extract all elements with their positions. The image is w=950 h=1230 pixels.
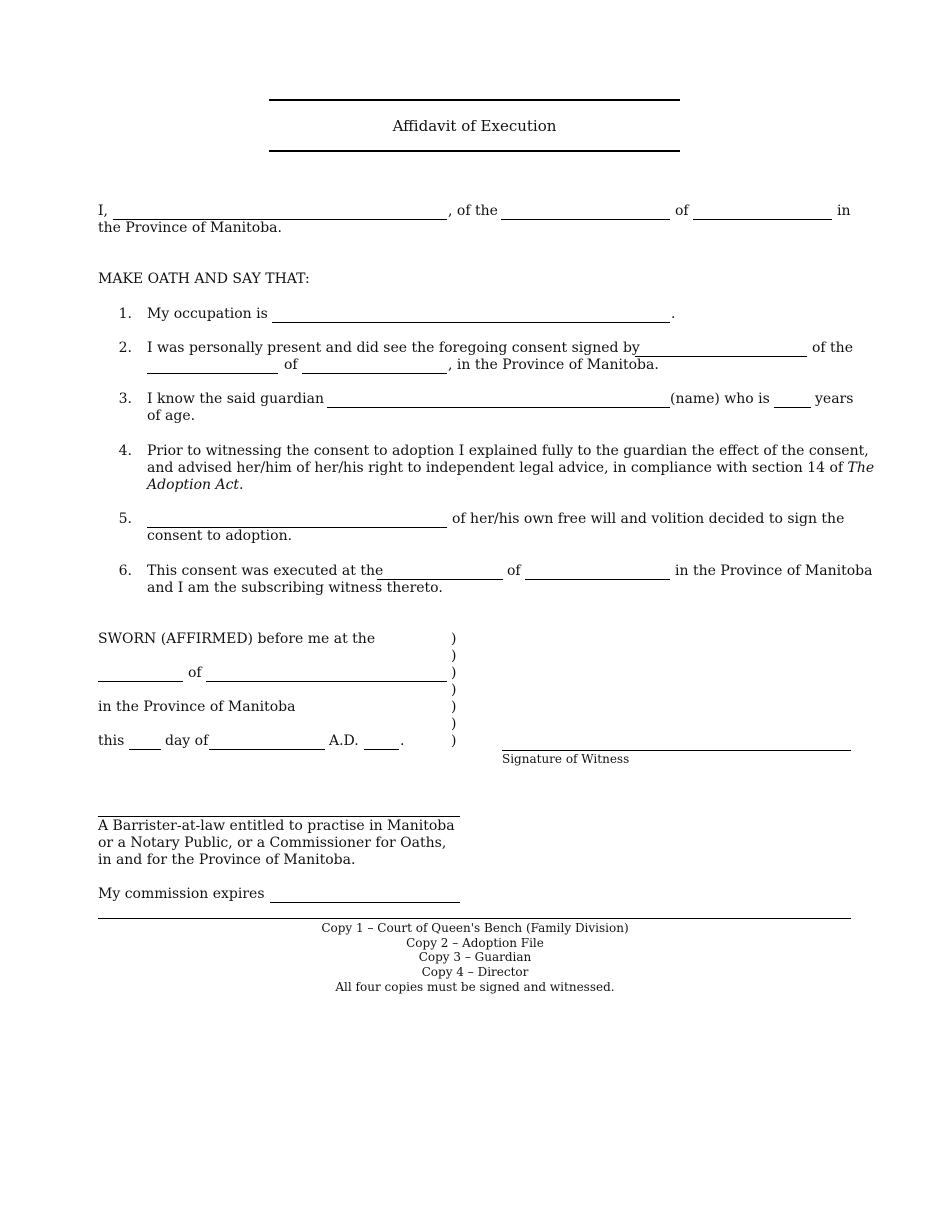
- item-6-province: in the Province of Manitoba: [675, 563, 873, 579]
- item-5-text-2: consent to adoption.: [147, 528, 293, 544]
- act-title-part-2: Adoption Act: [147, 477, 240, 493]
- guardian-decision-name-field[interactable]: [147, 512, 447, 528]
- item-1-number: 1.: [118, 306, 132, 322]
- item-6-of: of: [507, 563, 521, 579]
- commissioner-signature-field[interactable]: [98, 801, 460, 817]
- brace-paren: ): [451, 699, 457, 715]
- item-3-number: 3.: [118, 391, 132, 407]
- deponent-name-field[interactable]: [113, 204, 447, 220]
- guardian-age-field[interactable]: [774, 392, 811, 408]
- signer-municipality-field[interactable]: [302, 358, 447, 374]
- item-1-text: My occupation is: [147, 306, 268, 322]
- sworn-day-field[interactable]: [129, 734, 161, 750]
- intro-in: in: [837, 203, 851, 219]
- deponent-municipality-field[interactable]: [693, 204, 832, 220]
- item-5-text: of her/his own free will and volition decided to sign the: [452, 511, 845, 527]
- title-bottom-rule: [269, 150, 680, 152]
- sworn-year-field[interactable]: [364, 734, 399, 750]
- witness-signature-field[interactable]: [502, 735, 851, 751]
- oath-heading: MAKE OATH AND SAY THAT:: [98, 271, 310, 287]
- copy-2: Copy 2 – Adoption File: [406, 936, 544, 950]
- item-2-number: 2.: [118, 340, 132, 356]
- item-6-number: 6.: [118, 563, 132, 579]
- brace-paren: ): [451, 733, 457, 749]
- brace-paren: ): [451, 716, 457, 732]
- guardian-name-field[interactable]: [327, 392, 670, 408]
- copy-3: Copy 3 – Guardian: [418, 950, 532, 964]
- commissioner-line-2: or a Notary Public, or a Commissioner for Oaths,: [98, 835, 447, 851]
- item-3-of-age: of age.: [147, 408, 196, 424]
- item-4-line-1: Prior to witnessing the consent to adoption I explained fully to the guardian the effect of the consent,: [147, 443, 869, 459]
- sworn-this: this: [98, 733, 125, 749]
- item-5-number: 5.: [118, 511, 132, 527]
- item-3-name-who-is: (name) who is: [670, 391, 770, 407]
- footer-rule: [98, 918, 851, 919]
- item-2-of: of: [284, 357, 298, 373]
- sworn-ad: A.D.: [329, 733, 359, 749]
- sworn-municipality-type-field[interactable]: [98, 666, 183, 682]
- commission-expires-label: My commission expires: [98, 886, 265, 902]
- sworn-municipality-field[interactable]: [206, 666, 447, 682]
- item-2-text: I was personally present and did see the foregoing consent signed by: [147, 340, 640, 356]
- copy-1: Copy 1 – Court of Queen's Bench (Family Division): [321, 921, 629, 935]
- commissioner-line-1: A Barrister-at-law entitled to practise in Manitoba: [98, 818, 455, 834]
- brace-paren: ): [451, 665, 457, 681]
- sworn-month-field[interactable]: [209, 734, 325, 750]
- brace-paren: ): [451, 631, 457, 647]
- item-1-period: .: [671, 306, 676, 322]
- brace-paren: ): [451, 648, 457, 664]
- item-3-text: I know the said guardian: [147, 391, 324, 407]
- commissioner-line-3: in and for the Province of Manitoba.: [98, 852, 356, 868]
- signer-municipality-type-field[interactable]: [147, 358, 278, 374]
- page-title: Affidavit of Execution: [392, 117, 557, 135]
- item-4-number: 4.: [118, 443, 132, 459]
- item-2-of-the: of the: [812, 340, 853, 356]
- intro-i: I,: [98, 203, 108, 219]
- sworn-period: .: [400, 733, 405, 749]
- brace-paren: ): [451, 682, 457, 698]
- item-4-period: .: [239, 477, 244, 493]
- sworn-province: in the Province of Manitoba: [98, 699, 296, 715]
- item-4-line-3: [147, 477, 244, 494]
- item-6-text: This consent was executed at the: [147, 563, 384, 579]
- deponent-municipality-type-field[interactable]: [501, 204, 670, 220]
- item-4-line-2: [147, 460, 874, 477]
- intro-province: the Province of Manitoba.: [98, 220, 282, 236]
- commission-expiry-field[interactable]: [270, 887, 460, 903]
- sworn-of: of: [188, 665, 202, 681]
- copy-4: Copy 4 – Director: [421, 965, 529, 979]
- item-2-province: , in the Province of Manitoba.: [448, 357, 659, 373]
- sworn-day-of: day of: [165, 733, 209, 749]
- item-6-witness: and I am the subscribing witness thereto.: [147, 580, 443, 596]
- consent-signer-field[interactable]: [635, 341, 807, 357]
- act-title-part-1: The: [847, 460, 875, 476]
- sworn-line-1: SWORN (AFFIRMED) before me at the: [98, 631, 376, 647]
- execution-municipality-type-field[interactable]: [377, 564, 503, 580]
- witness-signature-label: Signature of Witness: [502, 752, 630, 766]
- item-3-years: years: [815, 391, 854, 407]
- intro-of: of: [675, 203, 689, 219]
- execution-municipality-field[interactable]: [525, 564, 670, 580]
- occupation-field[interactable]: [272, 307, 670, 323]
- item-4-line-2-text: and advised her/him of her/his right to independent legal advice, in compliance with section 14 of: [147, 460, 844, 476]
- intro-of-the: , of the: [448, 203, 498, 219]
- title-top-rule: [269, 99, 680, 101]
- copies-note: All four copies must be signed and witnessed.: [335, 980, 615, 994]
